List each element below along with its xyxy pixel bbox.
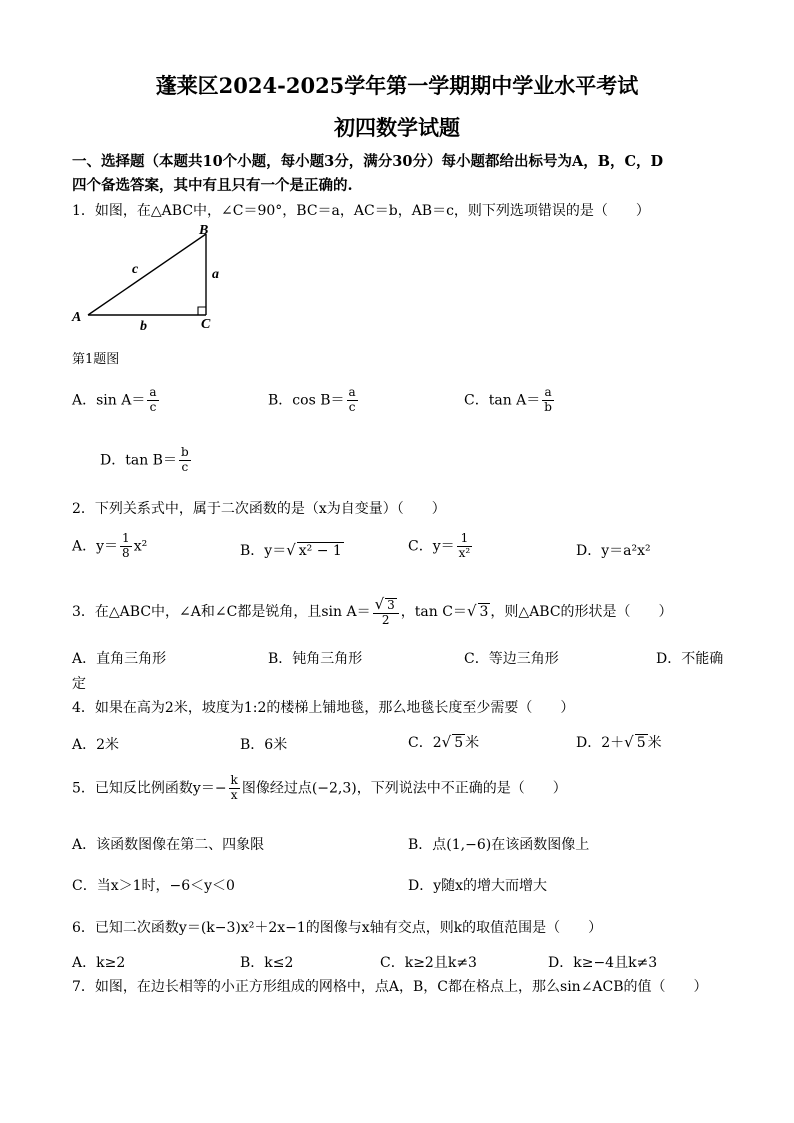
question-1-option-c[interactable]: C．tan A＝ $\frac{a}{b}$: [464, 385, 552, 414]
radical-sign: √: [374, 595, 385, 613]
question-6-text: 6．已知二次函数y＝(k−3)x²＋2x−1的图像与x轴有交点，则k的取值范围是（ ）: [72, 920, 603, 936]
vertex-label-a: A: [72, 310, 82, 325]
question-3-option-c[interactable]: C．等边三角形: [464, 651, 559, 667]
question-5-option-b[interactable]: B．点(1,−6)在该函数图像上: [408, 837, 590, 853]
question-7-text: 7．如图，在边长相等的小正方形组成的网格中，点A，B，C都在格点上，那么sin∠ACB的值（ ）: [72, 979, 708, 995]
question-3-text: 3．在△ABC中，∠A和∠C都是锐角，且sin A＝ $\frac{√ 3}{2}$ ，tan C＝√ 3 ，则△ABC的形状是（ ）: [72, 595, 673, 628]
question-4-option-d[interactable]: D．2＋√ 5 米: [576, 733, 662, 751]
vertex-label-c: C: [201, 317, 211, 332]
fraction: $\frac{a}{c}$: [348, 385, 356, 414]
radical-sign: √: [624, 733, 634, 751]
question-5-option-d[interactable]: D．y随x的增大而增大: [408, 878, 548, 894]
question-5-option-c[interactable]: C．当x＞1时，−6＜y＜0: [72, 878, 235, 894]
question-1-text: 1．如图，在△ABC中，∠C＝90°，BC＝a，AC＝b，AB＝c，则下列选项错误的是（ ）: [72, 203, 650, 219]
question-2-option-b[interactable]: B．y＝√ x² − 1: [240, 541, 342, 559]
side-label-a: a: [212, 267, 219, 282]
section-heading-line1: 一、选择题（本题共10个小题，每小题3分，满分30分）每小题都给出标号为A，B，C，D: [72, 153, 664, 170]
question-2-option-c[interactable]: C．y＝ $\frac{1}{\text{x²}}$: [408, 531, 471, 560]
radical-sign: √: [441, 733, 452, 751]
fraction: $\frac{1}{\text{x²}}$: [458, 531, 471, 560]
fraction: $\frac{a}{b}$: [544, 385, 552, 414]
question-2-option-d[interactable]: D．y＝a²x²: [576, 543, 651, 559]
vertex-label-b: B: [199, 223, 209, 238]
question-6-option-b[interactable]: B．k≤2: [240, 955, 294, 971]
radical-sign: √: [286, 541, 296, 559]
radical-sign: √: [466, 602, 477, 621]
fraction: $\frac{√ 3}{2}$: [373, 596, 399, 628]
question-3-option-a[interactable]: A．直角三角形: [72, 651, 167, 667]
question-2-option-a[interactable]: A．y＝ $\frac{1}{8}$ x²: [72, 531, 148, 560]
side-label-c: c: [132, 262, 139, 277]
section-heading-line2: 四个备选答案，其中有且只有一个是正确的.: [72, 177, 353, 194]
question-5-option-a[interactable]: A．该函数图像在第二、四象限: [72, 837, 265, 853]
question-6-option-c[interactable]: C．k≥2且k≠3: [380, 955, 477, 971]
exam-title: 蓬莱区2024-2025学年第一学期期中学业水平考试: [155, 73, 639, 98]
question-5-text: 5．已知反比例函数y＝− $\frac{k}{x}$ 图像经过点(−2,3)，下列说法中不正确的是（ ）: [72, 773, 567, 802]
question-4-option-a[interactable]: A．2米: [72, 737, 120, 753]
question-6-option-d[interactable]: D．k≥−4且k≠3: [548, 955, 658, 971]
question-1-figure: [68, 220, 228, 335]
exam-subtitle: 初四数学试题: [334, 115, 460, 140]
question-6-option-a[interactable]: A．k≥2: [72, 955, 126, 971]
question-4-text: 4．如果在高为2米，坡度为1:2的楼梯上铺地毯，那么地毯长度至少需要（ ）: [72, 700, 575, 716]
question-3-option-d[interactable]: D．不能确: [656, 651, 724, 667]
question-1-option-a[interactable]: A．sin A＝ $\frac{a}{c}$: [72, 385, 157, 414]
question-2-text: 2．下列关系式中，属于二次函数的是（x为自变量）（ ）: [72, 501, 446, 517]
fraction: $\frac{a}{c}$: [149, 385, 157, 414]
side-c-line: [88, 234, 206, 315]
question-4-option-b[interactable]: B．6米: [240, 737, 288, 753]
fraction: $\frac{1}{8}$: [122, 531, 130, 560]
question-1-figure-caption: 第1题图: [72, 352, 120, 367]
question-3-option-d-wrap: 定: [72, 676, 86, 692]
fraction: $\frac{b}{c}$: [180, 445, 189, 474]
fraction: $\frac{k}{x}$: [230, 773, 238, 802]
question-3-option-b[interactable]: B．钝角三角形: [268, 651, 363, 667]
side-label-b: b: [140, 319, 147, 334]
question-4-option-c[interactable]: C．2√ 5 米: [408, 733, 480, 751]
question-1-option-d[interactable]: D．tan B＝ $\frac{b}{c}$: [100, 445, 189, 474]
question-1-option-b[interactable]: B．cos B＝ $\frac{a}{c}$: [268, 385, 356, 414]
right-angle-mark: [198, 307, 206, 315]
